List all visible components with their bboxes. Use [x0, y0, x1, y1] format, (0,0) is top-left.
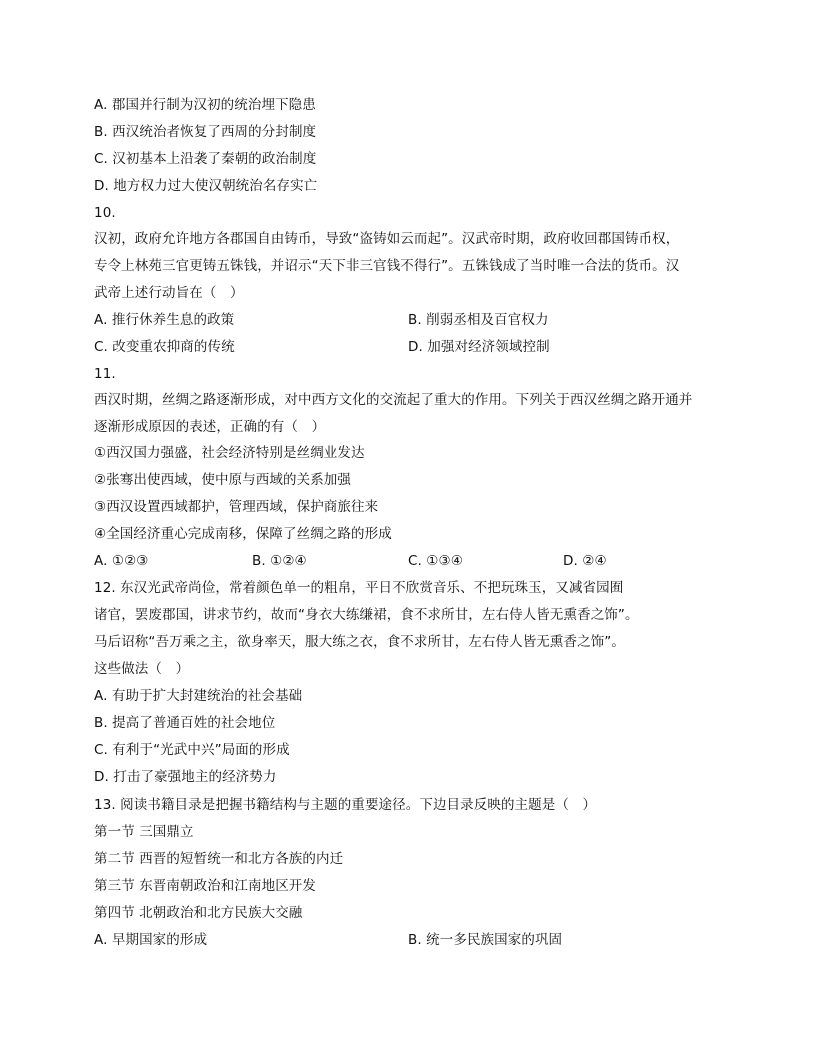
q13-option-a: A. 早期国家的形成 — [94, 932, 208, 948]
q11-stem-line: 西汉时期，丝绸之路逐渐形成，对中西方文化的交流起了重大的作用。下列关于西汉丝绸之路开通并 — [94, 392, 693, 408]
q9-option-d: D. 地方权力过大使汉朝统治名存实亡 — [94, 178, 318, 194]
q10-stem-line: 专令上林苑三官更铸五铢钱，并诏示“天下非三官钱不得行”。五铢钱成了当时唯一合法的货币。汉 — [94, 258, 680, 274]
q11-item: ②张骞出使西域，使中原与西域的关系加强 — [94, 472, 352, 488]
q11-option-d: D. ②④ — [563, 553, 607, 569]
q10-stem-line: 武帝上述行动旨在（ ） — [94, 285, 244, 301]
q12-option-c: C. 有利于“光武中兴”局面的形成 — [94, 742, 290, 758]
q12-stem-line: 马后诏称“吾万乘之主，欲身率天，服大练之衣，食不求所甘，左右侍人皆无熏香之饰”。 — [94, 634, 625, 650]
q12-stem-line: 12. 东汉光武帝尚俭，常着颜色单一的粗帛，平日不欣赏音乐、不把玩珠玉，又减省园囿 — [94, 580, 624, 596]
q11-item: ①西汉国力强盛，社会经济特别是丝绸业发达 — [94, 445, 365, 461]
q11-option-c: C. ①③④ — [408, 553, 463, 569]
q10-option-a: A. 推行休养生息的政策 — [94, 312, 235, 328]
q10-option-b: B. 削弱丞相及百官权力 — [408, 312, 549, 328]
q12-option-a: A. 有助于扩大封建统治的社会基础 — [94, 688, 303, 704]
q10-option-c: C. 改变重农抑商的传统 — [94, 339, 235, 355]
q9-option-a: A. 郡国并行制为汉初的统治埋下隐患 — [94, 97, 316, 113]
q9-option-b: B. 西汉统治者恢复了西周的分封制度 — [94, 124, 317, 140]
q11-option-a: A. ①②③ — [94, 553, 149, 569]
q12-stem-line: 这些做法（ ） — [94, 661, 190, 677]
q13-toc-item: 第三节 东晋南朝政治和江南地区开发 — [94, 878, 316, 894]
q10-option-d: D. 加强对经济领域控制 — [408, 339, 550, 355]
q13-stem: 13. 阅读书籍目录是把握书籍结构与主题的重要途径。下边目录反映的主题是（ ） — [94, 797, 597, 813]
q11-stem-line: 逐渐形成原因的表述，正确的有（ ） — [94, 419, 326, 435]
q12-option-b: B. 提高了普通百姓的社会地位 — [94, 715, 276, 731]
q13-toc-item: 第四节 北朝政治和北方民族大交融 — [94, 905, 303, 921]
q13-toc-item: 第二节 西晋的短暂统一和北方各族的内迁 — [94, 851, 344, 867]
q13-toc-item: 第一节 三国鼎立 — [94, 824, 194, 840]
q10-number: 10. — [94, 205, 116, 221]
q11-item: ③西汉设置西域都护，管理西域，保护商旅往来 — [94, 499, 379, 515]
q10-stem-line: 汉初，政府允许地方各郡国自由铸币，导致“盗铸如云而起”。汉武帝时期，政府收回郡国铸币权， — [94, 231, 680, 247]
q12-stem-line: 诸官，罢废郡国，讲求节约，故而“身衣大练缣裙，食不求所甘，左右侍人皆无熏香之饰”。 — [94, 607, 639, 623]
q12-option-d: D. 打击了豪强地主的经济势力 — [94, 769, 277, 785]
q13-option-b: B. 统一多民族国家的巩固 — [408, 932, 563, 948]
q11-option-b: B. ①②④ — [252, 553, 307, 569]
q9-option-c: C. 汉初基本上沿袭了秦朝的政治制度 — [94, 151, 317, 167]
q11-number: 11. — [94, 366, 116, 382]
q11-item: ④全国经济重心完成南移，保障了丝绸之路的形成 — [94, 526, 392, 542]
